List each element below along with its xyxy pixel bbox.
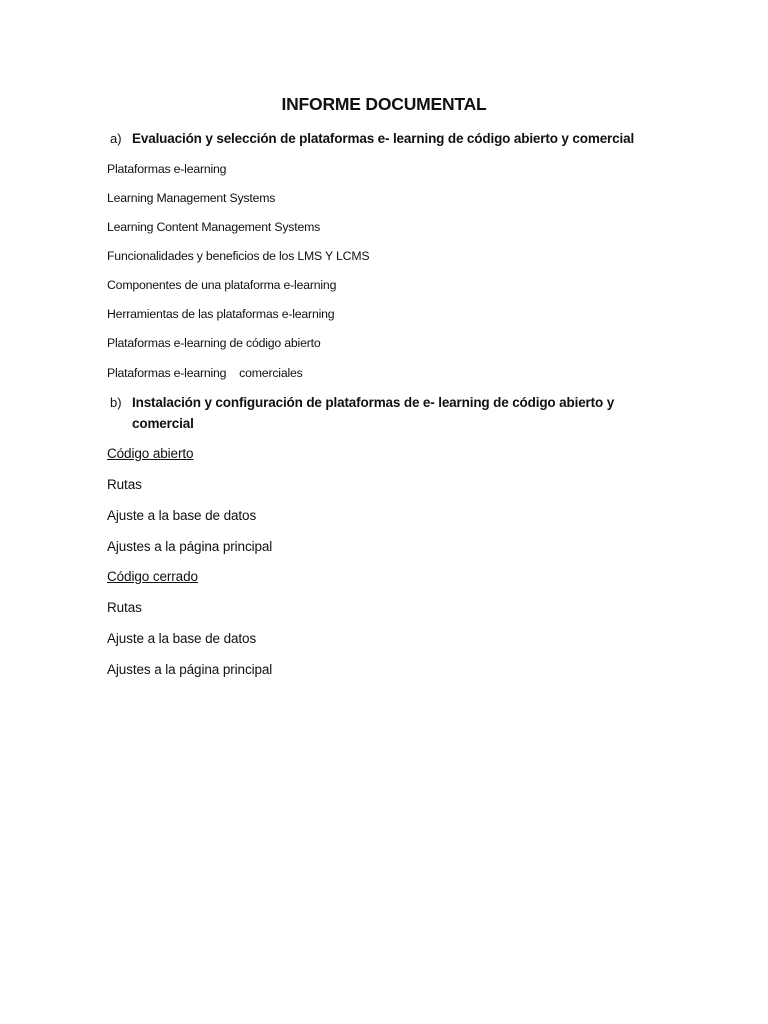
section-b-marker: b) <box>110 395 122 410</box>
list-item: Ajuste a la base de datos <box>107 631 257 646</box>
list-item: Rutas <box>107 600 142 615</box>
list-item: Learning Management Systems <box>107 191 276 205</box>
list-item: Plataformas e-learning <box>107 162 227 176</box>
open-source-heading: Código abierto <box>107 446 194 461</box>
list-item: Ajustes a la página principal <box>107 539 273 554</box>
closed-source-heading: Código cerrado <box>107 569 198 584</box>
section-b-heading-line-1: Instalación y configuración de plataformas de e- learning de código abierto y <box>132 395 615 410</box>
list-item: Ajuste a la base de datos <box>107 508 257 523</box>
section-b-heading-line-2: comercial <box>132 416 194 431</box>
section-a-marker: a) <box>110 131 122 146</box>
list-item: Learning Content Management Systems <box>107 220 321 234</box>
list-item: Ajustes a la página principal <box>107 662 273 677</box>
section-a-heading: Evaluación y selección de plataformas e- learning de código abierto y comercial <box>132 131 635 146</box>
list-item: Componentes de una plataforma e-learning <box>107 278 337 292</box>
list-item: Herramientas de las plataformas e-learning <box>107 307 335 321</box>
list-item: Rutas <box>107 477 142 492</box>
document-title: INFORME DOCUMENTAL <box>281 94 487 114</box>
list-item: Funcionalidades y beneficios de los LMS Y LCMS <box>107 249 370 263</box>
list-item: Plataformas e-learning comerciales <box>107 366 303 380</box>
list-item: Plataformas e-learning de código abierto <box>107 336 321 350</box>
